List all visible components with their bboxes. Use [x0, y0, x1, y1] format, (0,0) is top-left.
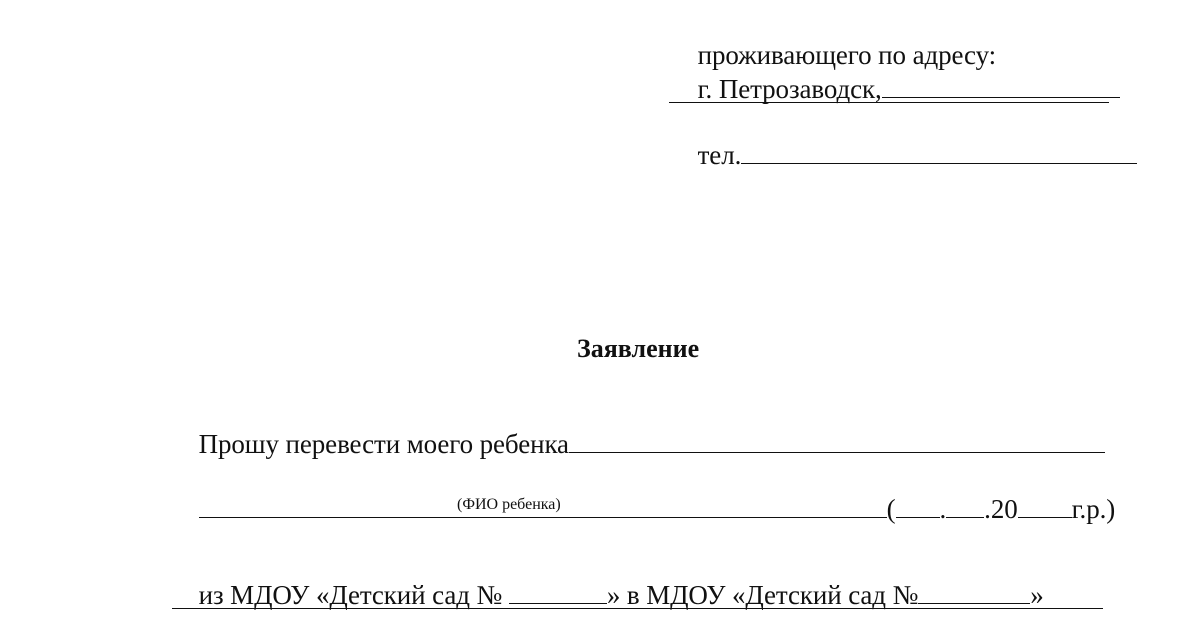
- phone-blank[interactable]: [741, 141, 1137, 164]
- city-address-blank[interactable]: [882, 75, 1120, 98]
- birth-dot: .: [939, 494, 947, 524]
- birth-month-blank[interactable]: [946, 495, 984, 518]
- address-continuation-blank[interactable]: [669, 102, 1109, 103]
- address-label: проживающего по адресу:: [697, 40, 997, 70]
- to-kindergarten-number-blank[interactable]: [918, 581, 1030, 604]
- transfer-line: [172, 550, 1044, 640]
- child-name-caption: (ФИО ребенка): [457, 496, 561, 513]
- child-name-blank[interactable]: [569, 430, 1105, 453]
- birth-suffix: г.р.): [1071, 494, 1116, 524]
- phone-label: тел.: [697, 140, 742, 170]
- from-kindergarten-text: из МДОУ «Детский сад №: [198, 580, 503, 610]
- close-quote: »: [1030, 580, 1044, 610]
- city-label: г. Петрозаводск,: [697, 74, 882, 104]
- document-title: Заявление: [577, 334, 700, 363]
- continuation-blank[interactable]: [172, 608, 1103, 609]
- birth-day-blank[interactable]: [896, 495, 940, 518]
- phone-line: [671, 110, 1137, 200]
- birth-year-blank[interactable]: [1018, 495, 1072, 518]
- from-kindergarten-number-blank[interactable]: [509, 581, 607, 604]
- child-birth-line: [172, 464, 1115, 554]
- birth-year-prefix: .20: [984, 494, 1018, 524]
- request-text: Прошу перевести моего ребенка: [198, 429, 569, 459]
- birth-open-paren: (: [886, 494, 896, 524]
- to-kindergarten-text: » в МДОУ «Детский сад №: [606, 580, 919, 610]
